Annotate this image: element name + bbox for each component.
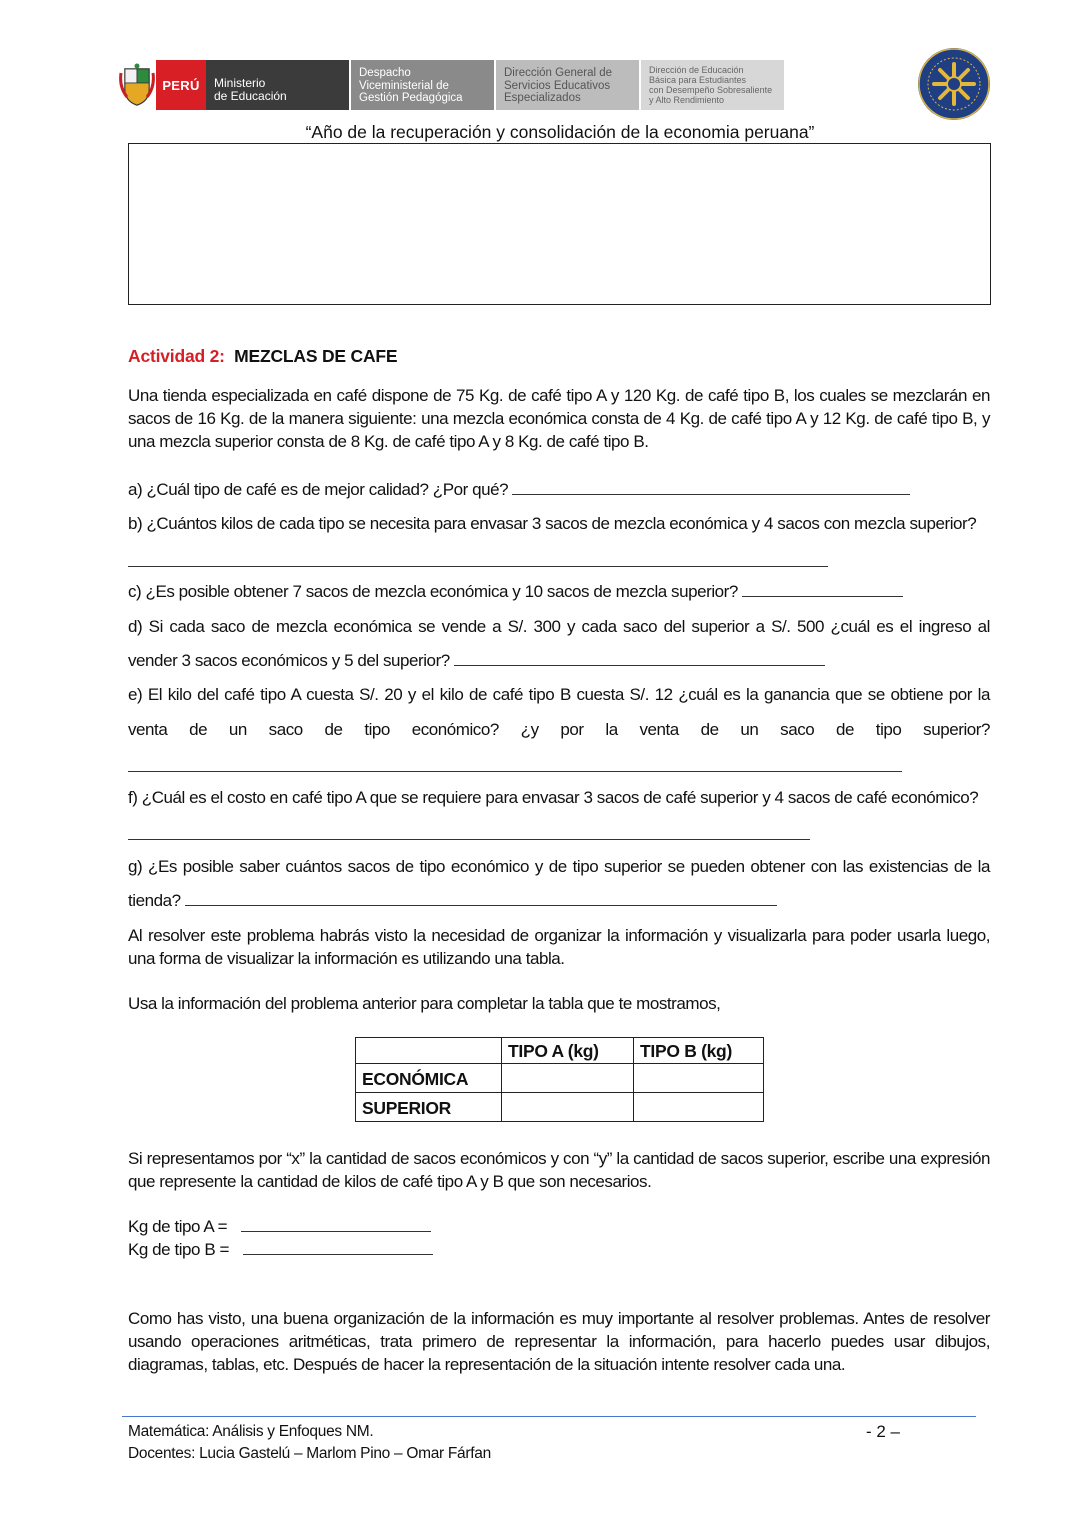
table-row-label: ECONÓMICA — [356, 1064, 502, 1093]
table-header-cell: TIPO B (kg) — [634, 1038, 764, 1064]
question-d-line2 — [128, 649, 990, 672]
question-c-text: c) ¿Es posible obtener 7 sacos de mezcla económica y 10 sacos de mezcla superior? — [128, 582, 738, 601]
question-g-text: tienda? — [128, 891, 181, 910]
peru-label: PERÚ — [156, 60, 206, 110]
footer-divider — [122, 1416, 976, 1417]
question-e-line1: e) El kilo del café tipo A cuesta S/. 20 y el kilo de café tipo B cuesta S/. 12 ¿cuál es la ganancia que se obtiene por la — [128, 685, 990, 704]
answer-line-b[interactable] — [128, 566, 828, 567]
intro-paragraph: Una tienda especializada en café dispone de 75 Kg. de café tipo A y 120 Kg. de café tipo B, los cuales se mezclarán en sacos de 16 Kg. de la manera siguiente: una mezcla económica consta de 4 Kg. de café tipo A y 12 Kg. de café tipo B, y una mezcla superior consta de 8 Kg. de café tipo A y 8 Kg. de café tipo B. — [128, 386, 990, 451]
kg-b-row — [128, 1238, 990, 1261]
ministry-name: Ministerio de Educación — [206, 60, 349, 110]
answer-line-d[interactable] — [454, 650, 825, 666]
activity-title — [128, 346, 397, 367]
ministry-logo-banner — [118, 60, 784, 110]
question-d-text: vender 3 sacos económicos y 5 del superior? — [128, 651, 450, 670]
question-b: b) ¿Cuántos kilos de cada tipo se necesita para envasar 3 sacos de mezcla económica y 4 sacos con mezcla superior? — [128, 514, 977, 533]
kg-b-answer-line[interactable] — [243, 1239, 433, 1255]
table-row-label: SUPERIOR — [356, 1093, 502, 1122]
kg-b-label: Kg de tipo B = — [128, 1240, 229, 1259]
question-d-line1: d) Si cada saco de mezcla económica se vende a S/. 300 y cada saco del superior a S/. 500 ¿cuál es el ingreso al — [128, 617, 990, 636]
question-a — [128, 478, 990, 501]
footer-course: Matemática: Análisis y Enfoques NM. — [128, 1423, 374, 1440]
table-input-cell[interactable] — [502, 1093, 634, 1122]
table-row — [356, 1064, 764, 1093]
question-g-line1: g) ¿Es posible saber cuántos sacos de tipo económico y de tipo superior se pueden obtener con las existencias de la — [128, 857, 990, 876]
table-input-cell[interactable] — [634, 1064, 764, 1093]
answer-line-e[interactable] — [128, 771, 902, 772]
kg-a-answer-line[interactable] — [241, 1216, 431, 1232]
direccion-educacion-name: Dirección de Educación Básica para Estudiantes con Desempeño Sobresaliente y Alto Rendimiento — [641, 60, 784, 110]
year-motto: “Año de la recuperación y consolidación de la economia peruana” — [305, 122, 815, 142]
activity-name: MEZCLAS DE CAFE — [234, 346, 398, 366]
answer-line-f[interactable] — [128, 839, 810, 840]
table-instruction: Usa la información del problema anterior para completar la tabla que te mostramos, — [128, 994, 721, 1013]
table-input-cell[interactable] — [634, 1093, 764, 1122]
coffee-mix-table — [355, 1037, 764, 1122]
direccion-general-name: Dirección General de Servicios Educativos Especializados — [496, 60, 639, 110]
question-c — [128, 580, 990, 603]
table-row — [356, 1093, 764, 1122]
answer-line-a[interactable] — [512, 479, 910, 495]
answer-line-g[interactable] — [185, 890, 777, 906]
answer-line-c[interactable] — [742, 581, 903, 597]
answer-box[interactable] — [128, 143, 991, 305]
table-header-cell: TIPO A (kg) — [502, 1038, 634, 1064]
question-f: f) ¿Cuál es el costo en café tipo A que se requiere para envasar 3 sacos de café superior y 4 sacos de café económico? — [128, 788, 979, 807]
xy-paragraph: Si representamos por “x” la cantidad de sacos económicos y con “y” la cantidad de sacos superior, escribe una expresión que represente la cantidad de kilos de café tipo A y B que son necesarios. — [128, 1149, 990, 1191]
table-header-row — [356, 1038, 764, 1064]
question-e-line2: venta de un saco de tipo económico? ¿y por la venta de un saco de tipo superior? — [128, 720, 990, 739]
closing-paragraph: Como has visto, una buena organización de la información es muy importante al resolver problemas. Antes de resolver usando operaciones aritméticas, trata primero de representar la información, para hacerlo puedes usar dibujos, diagramas, tablas, etc. Después de hacer la representación de la situación intente resolver cada una. — [128, 1309, 990, 1374]
table-header-cell — [356, 1038, 502, 1064]
table-input-cell[interactable] — [502, 1064, 634, 1093]
organize-paragraph: Al resolver este problema habrás visto la necesidad de organizar la información y visualizarla para poder usarla luego, una forma de visualizar la información es utilizando una tabla. — [128, 926, 990, 968]
despacho-name: Despacho Viceministerial de Gestión Pedagógica — [351, 60, 494, 110]
question-a-text: a) ¿Cuál tipo de café es de mejor calidad? ¿Por qué? — [128, 480, 509, 499]
coar-seal-icon — [916, 46, 992, 122]
footer-teachers: Docentes: Lucia Gastelú – Marlom Pino – Omar Fárfan — [128, 1445, 491, 1462]
question-g-line2 — [128, 889, 990, 912]
kg-a-label: Kg de tipo A = — [128, 1217, 228, 1236]
activity-label: Actividad 2: — [128, 346, 225, 366]
kg-a-row — [128, 1215, 990, 1238]
page-number: - 2 – — [866, 1422, 901, 1441]
peru-coat-of-arms-icon — [118, 60, 156, 110]
